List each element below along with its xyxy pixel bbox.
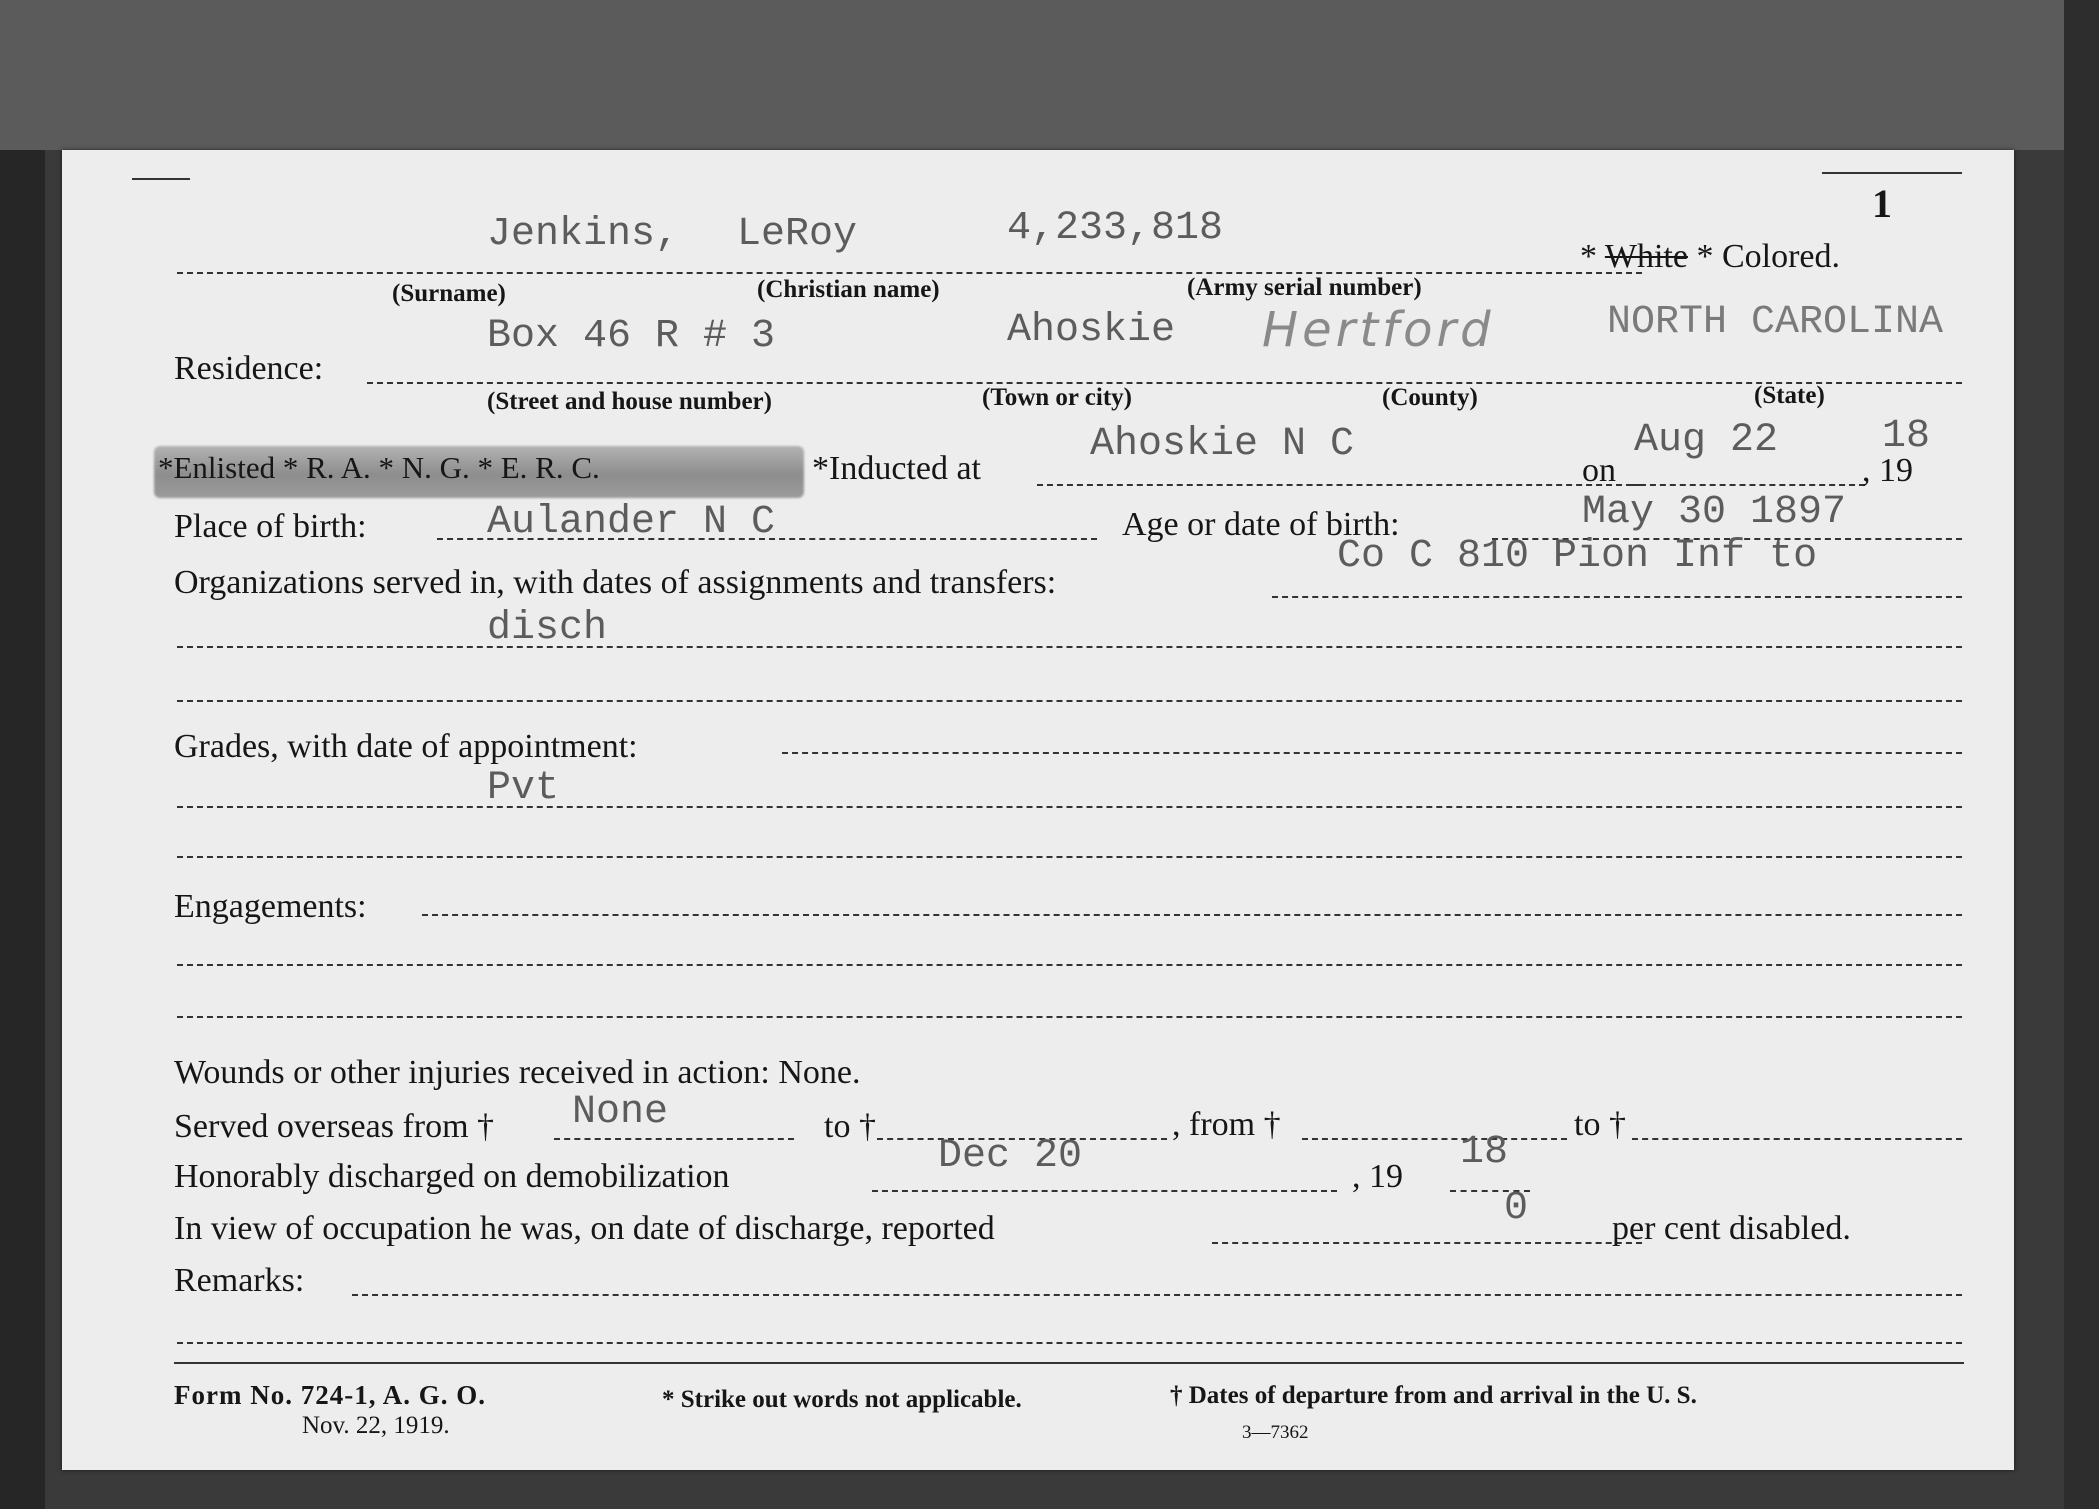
street-label: (Street and house number) bbox=[487, 388, 772, 415]
form-date: Nov. 22, 1919. bbox=[302, 1412, 450, 1439]
top-right-rule bbox=[1822, 172, 1962, 174]
organizations-line1-value: Co C 810 Pion Inf to bbox=[1337, 534, 1818, 579]
place-of-birth-label: Place of birth: bbox=[174, 508, 367, 545]
serial-number-value: 4,233,818 bbox=[1007, 206, 1224, 251]
residence-line bbox=[367, 382, 1962, 384]
organizations-line2 bbox=[177, 646, 1962, 648]
organizations-line1 bbox=[1272, 596, 1962, 598]
overseas-from2-line bbox=[1302, 1138, 1567, 1140]
race-options bbox=[1580, 238, 1840, 276]
strike-out-note: * Strike out words not applicable. bbox=[662, 1386, 1022, 1413]
christian-name-value: LeRoy bbox=[737, 212, 858, 257]
inducted-at-label: *Inducted at bbox=[812, 450, 981, 487]
grades-value: Pvt bbox=[487, 766, 560, 811]
place-of-birth-value: Aulander N C bbox=[487, 500, 776, 545]
grades-line2 bbox=[177, 806, 1962, 808]
race-white-struck: White bbox=[1604, 238, 1688, 275]
card-number: 1 bbox=[1872, 181, 1892, 226]
engagements-line1 bbox=[422, 914, 1962, 916]
organizations-label: Organizations served in, with dates of assignments and transfers: bbox=[174, 564, 1057, 601]
remarks-line2 bbox=[177, 1342, 1962, 1344]
disability-label: In view of occupation he was, on date of discharge, reported bbox=[174, 1210, 995, 1247]
residence-town-value: Ahoskie bbox=[1007, 308, 1176, 353]
inducted-date-value: Aug 22 bbox=[1634, 418, 1779, 463]
served-overseas-from-value: None bbox=[572, 1090, 669, 1135]
overseas-from-line bbox=[554, 1138, 794, 1140]
residence-state-value: NORTH CAROLINA bbox=[1607, 300, 1944, 345]
organizations-line3 bbox=[177, 700, 1962, 702]
disability-value: 0 bbox=[1504, 1186, 1529, 1231]
inducted-year-prefix: , 19 bbox=[1862, 452, 1913, 489]
engagements-label: Engagements: bbox=[174, 888, 367, 925]
discharge-label: Honorably discharged on demobilization bbox=[174, 1158, 730, 1195]
name-line bbox=[177, 272, 1642, 274]
residence-label: Residence: bbox=[174, 350, 324, 387]
wounds-text: Wounds or other injuries received in action: None. bbox=[174, 1054, 861, 1091]
town-label: (Town or city) bbox=[982, 384, 1132, 411]
discharge-date-line bbox=[872, 1190, 1337, 1192]
scanner-edge-left bbox=[0, 150, 45, 1509]
form-number: Form No. 724-1, A. G. O. bbox=[174, 1380, 486, 1410]
service-record-card bbox=[62, 150, 2014, 1470]
grades-label: Grades, with date of appointment: bbox=[174, 728, 638, 765]
disability-line bbox=[1212, 1242, 1642, 1244]
remarks-label: Remarks: bbox=[174, 1262, 305, 1299]
county-label: (County) bbox=[1382, 384, 1478, 411]
service-options: *Enlisted * R. A. * N. G. * E. R. C. bbox=[158, 450, 600, 485]
engagements-line2 bbox=[177, 964, 1962, 966]
discharge-date-value: Dec 20 bbox=[938, 1134, 1083, 1179]
place-of-birth-line bbox=[437, 538, 1097, 540]
date-of-birth-label: Age or date of birth: bbox=[1122, 506, 1400, 543]
serial-number-label: (Army serial number) bbox=[1187, 274, 1422, 301]
christian-name-label: (Christian name) bbox=[757, 276, 940, 303]
scanner-edge-right bbox=[2064, 0, 2099, 1509]
disability-suffix: per cent disabled. bbox=[1612, 1210, 1851, 1247]
grades-line3 bbox=[177, 856, 1962, 858]
overseas-to2-line bbox=[1632, 1138, 1962, 1140]
discharge-year-prefix: , 19 bbox=[1352, 1158, 1403, 1195]
race-prefix: * bbox=[1580, 238, 1597, 275]
engagements-line3 bbox=[177, 1016, 1962, 1018]
inducted-on-label: on bbox=[1582, 452, 1616, 489]
dates-note: † Dates of departure from and arrival in the U. S. bbox=[1170, 1382, 1697, 1409]
scanner-background bbox=[0, 0, 2099, 150]
inducted-year-value: 18 bbox=[1882, 414, 1931, 459]
organizations-line2-value: disch bbox=[487, 606, 608, 651]
race-colored: * Colored. bbox=[1696, 238, 1841, 275]
date-of-birth-value: May 30 1897 bbox=[1582, 490, 1847, 535]
surname-label: (Surname) bbox=[392, 280, 506, 307]
served-overseas-label: Served overseas from † bbox=[174, 1108, 495, 1145]
grades-line1 bbox=[782, 752, 1962, 754]
inducted-date-line bbox=[1630, 484, 1865, 486]
inducted-at-line bbox=[1037, 484, 1642, 486]
inducted-place-value: Ahoskie N C bbox=[1090, 422, 1355, 467]
overseas-from2-label: , from † bbox=[1172, 1106, 1281, 1143]
overseas-to2-label: to † bbox=[1574, 1106, 1626, 1143]
surname-value: Jenkins, bbox=[487, 212, 680, 257]
remarks-line1 bbox=[352, 1294, 1962, 1296]
print-code: 3—7362 bbox=[1242, 1422, 1309, 1443]
residence-county-value: Hertford bbox=[1262, 302, 1495, 358]
state-label: (State) bbox=[1754, 382, 1825, 409]
top-left-rule bbox=[132, 178, 190, 180]
overseas-to-label: to † bbox=[824, 1108, 876, 1145]
discharge-year-value: 18 bbox=[1460, 1130, 1509, 1175]
footer-rule bbox=[174, 1362, 1964, 1364]
residence-street-value: Box 46 R # 3 bbox=[487, 314, 776, 359]
